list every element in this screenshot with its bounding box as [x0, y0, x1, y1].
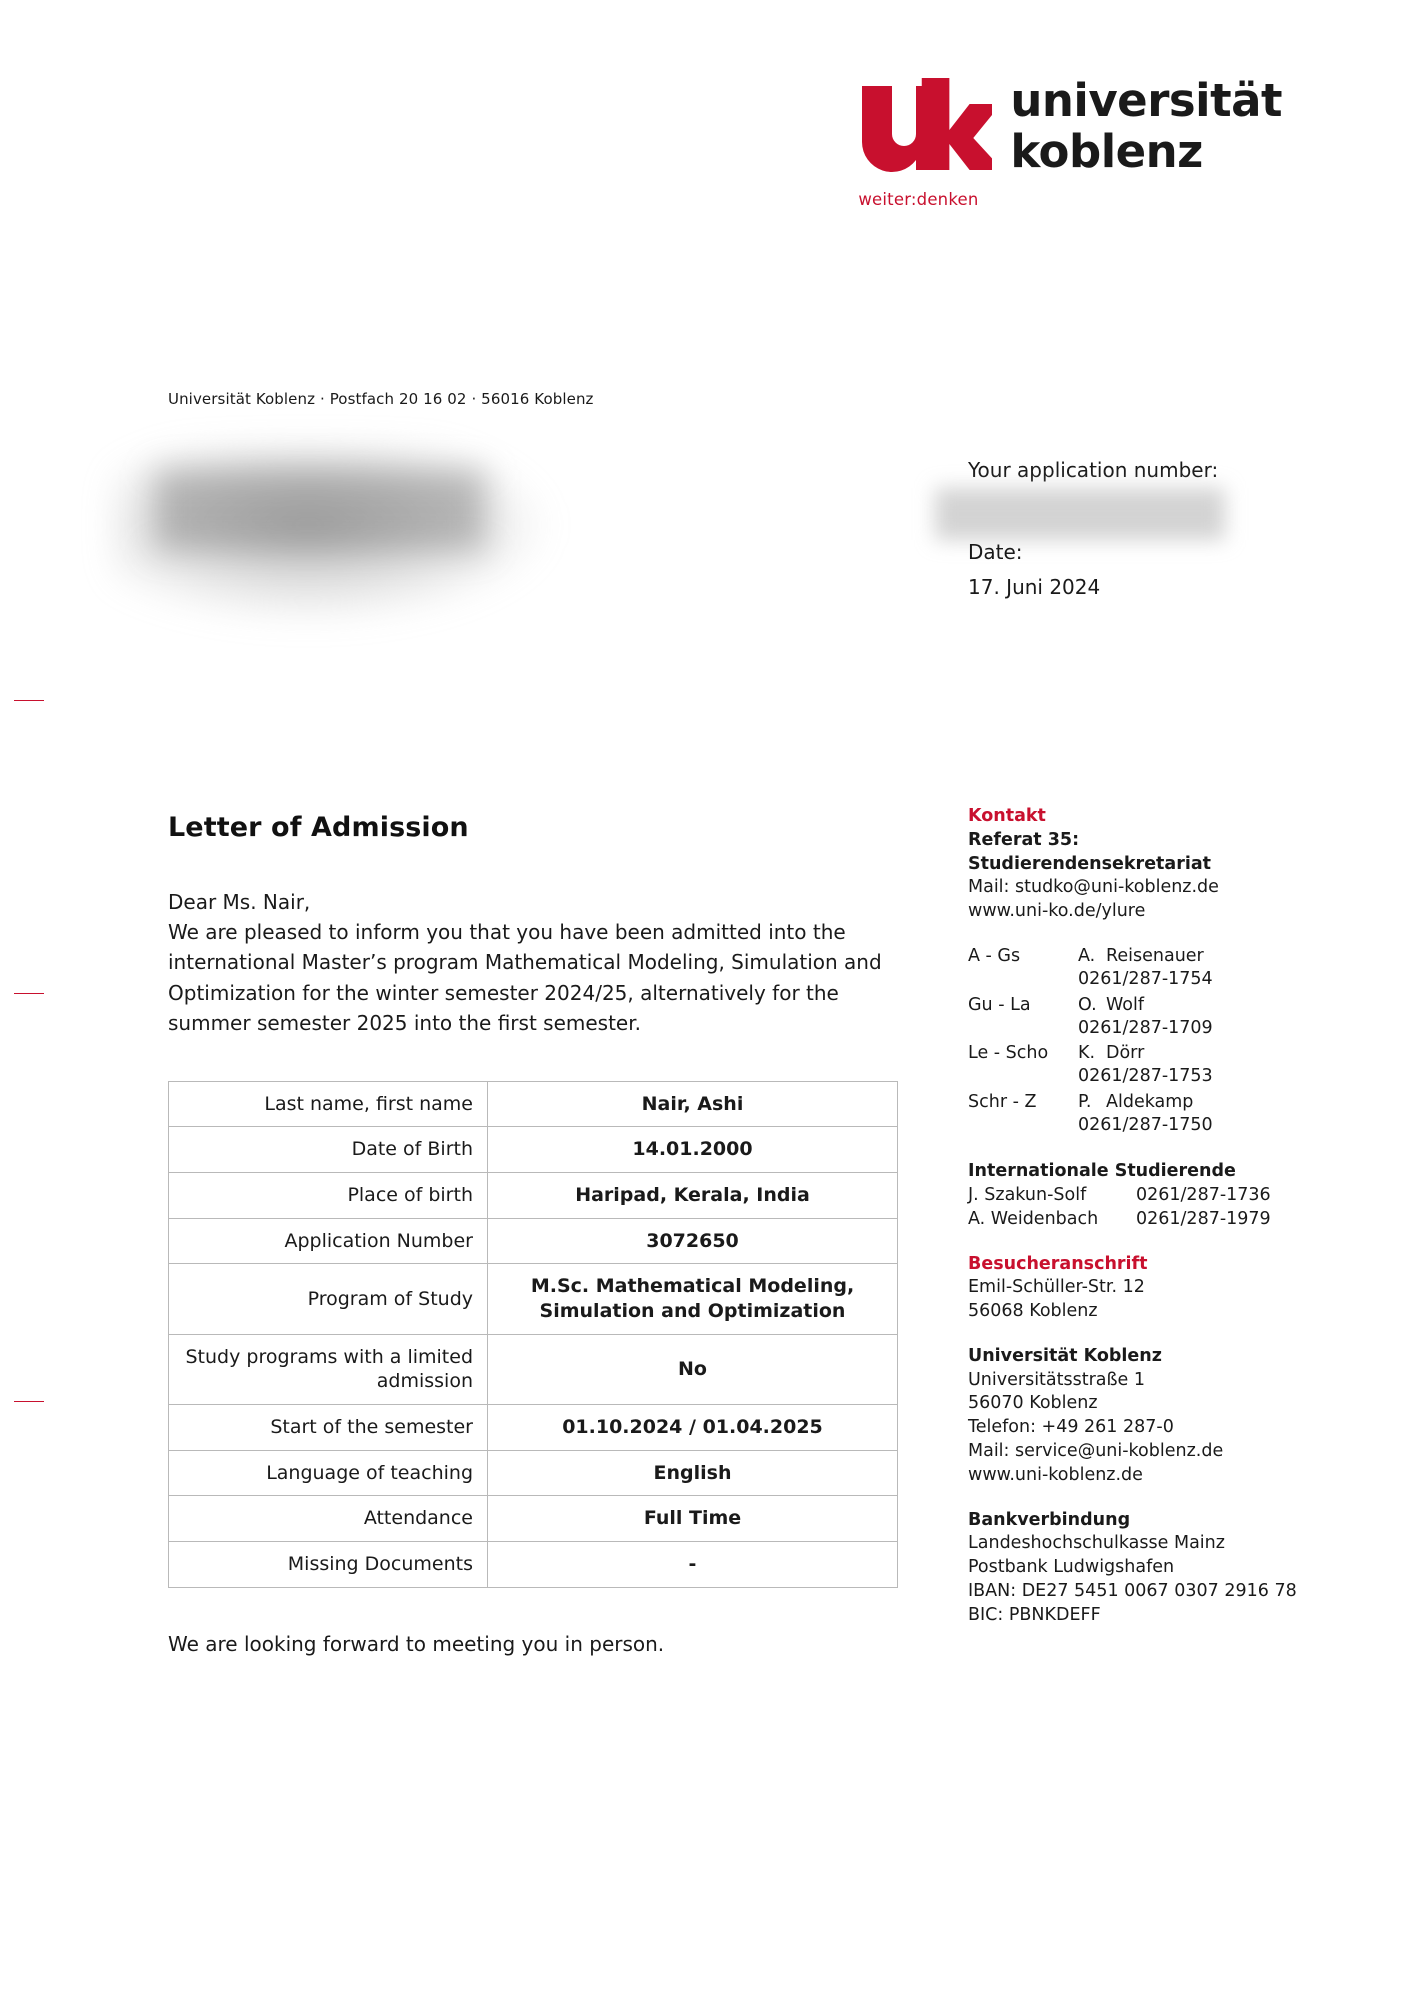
bank-detail-line: BIC: PBNKDEFF [968, 1604, 1101, 1625]
visitor-address-line: Emil-Schüller-Str. 12 [968, 1277, 1145, 1298]
logo-wordmark-line2: koblenz [1010, 125, 1203, 178]
table-row [169, 1127, 898, 1173]
contact-initial: A. [1078, 945, 1096, 966]
university-address-line: www.uni-koblenz.de [968, 1464, 1143, 1485]
application-number-label: Your application number: [968, 458, 1219, 482]
table-row-key: Language of teaching [169, 1450, 488, 1496]
bank-detail-line: Landeshochschulkasse Mainz [968, 1533, 1225, 1554]
secretariat-mail[interactable]: Mail: studko@uni-koblenz.de [968, 877, 1219, 898]
secretariat-web[interactable]: www.uni-ko.de/ylure [968, 901, 1146, 922]
university-address-lines [968, 1369, 1318, 1488]
fold-mark-2 [14, 993, 44, 994]
referat-line-1: Referat 35: [968, 829, 1080, 850]
fold-mark-3 [14, 1401, 44, 1402]
international-contact-phone: 0261/287-1979 [1136, 1208, 1271, 1229]
bank-details-lines [968, 1532, 1318, 1627]
table-row-key: Missing Documents [169, 1542, 488, 1588]
contact-range: Gu - La [968, 994, 1031, 1015]
kontakt-heading: Kontakt [968, 806, 1046, 826]
table-row [169, 1450, 898, 1496]
uk-logo-icon [856, 78, 992, 209]
contact-surname: Reisenauer [1106, 945, 1204, 966]
logo-wordmark-line1: universität [1010, 74, 1282, 127]
contact-row [968, 1042, 1213, 1091]
university-logo [856, 74, 1282, 209]
contact-name-phone [1078, 1091, 1213, 1140]
table-row-key: Start of the semester [169, 1405, 488, 1451]
contact-row [968, 1091, 1213, 1140]
date-value: 17. Juni 2024 [968, 575, 1101, 599]
table-row-value: - [488, 1542, 898, 1588]
contact-row [968, 945, 1213, 994]
table-row [169, 1496, 898, 1542]
date-label: Date: [968, 540, 1023, 564]
redacted-application-number [935, 488, 1225, 540]
salutation: Dear Ms. Nair, [168, 890, 311, 914]
contact-phone: 0261/287-1754 [1078, 969, 1213, 990]
admission-details-table [168, 1081, 898, 1588]
referat-line-2: Studierendensekretariat [968, 853, 1212, 874]
bank-detail-line: IBAN: DE27 5451 0067 0307 2916 78 [968, 1581, 1297, 1602]
university-address-line: Telefon: +49 261 287-0 [968, 1417, 1174, 1438]
contact-phone: 0261/287-1709 [1078, 1017, 1213, 1038]
table-row-key: Last name, first name [169, 1081, 488, 1127]
table-row-value: Nair, Ashi [488, 1081, 898, 1127]
university-heading: Universität Koblenz [968, 1345, 1162, 1366]
international-heading: Internationale Studierende [968, 1161, 1236, 1182]
bank-heading: Bankverbindung [968, 1509, 1131, 1530]
contact-phone: 0261/287-1750 [1078, 1114, 1213, 1135]
fold-mark-1 [14, 700, 44, 701]
table-row [169, 1264, 898, 1334]
table-row [169, 1542, 898, 1588]
contact-name-phone [1078, 994, 1213, 1043]
table-row-value: 14.01.2000 [488, 1127, 898, 1173]
international-contact-name: J. Szakun-Solf [968, 1184, 1087, 1205]
table-row-value: M.Sc. Mathematical Modeling, Simulation and Optimization [488, 1264, 898, 1334]
bank-detail-line: Postbank Ludwigshafen [968, 1557, 1175, 1578]
redacted-recipient-address-core [155, 470, 485, 550]
table-row-key: Place of birth [169, 1172, 488, 1218]
table-row-value: 3072650 [488, 1218, 898, 1264]
international-contact-name: A. Weidenbach [968, 1208, 1099, 1229]
application-number-block [968, 455, 1288, 486]
table-row [169, 1405, 898, 1451]
contact-sidebar [968, 805, 1318, 1628]
logo-claim: weiter:denken [858, 190, 979, 209]
contact-phone: 0261/287-1753 [1078, 1066, 1213, 1087]
contact-range: Schr - Z [968, 1091, 1037, 1112]
table-row-value: Full Time [488, 1496, 898, 1542]
table-row [169, 1334, 898, 1404]
contact-surname: Wolf [1106, 994, 1145, 1015]
intro-paragraph: We are pleased to inform you that you have been admitted into the international Master’s program Mathematical Modeling, Simulation and Optimization for the winter semester 2024/25, alternatively for the summer semester 2025 into the first semester. [168, 920, 882, 1036]
contact-name-phone [1078, 1042, 1213, 1091]
table-row-key: Study programs with a limited admission [169, 1334, 488, 1404]
visitor-address-heading: Besucheranschrift [968, 1253, 1148, 1274]
sender-address-line: Universität Koblenz · Postfach 20 16 02 · 56016 Koblenz [168, 390, 594, 408]
letter-body [168, 812, 923, 1676]
table-row [169, 1172, 898, 1218]
table-row-value: Haripad, Kerala, India [488, 1172, 898, 1218]
international-contacts [968, 1184, 1318, 1232]
contact-range: Le - Scho [968, 1043, 1049, 1064]
table-row-key: Date of Birth [169, 1127, 488, 1173]
table-row-key: Program of Study [169, 1264, 488, 1334]
contact-initial: O. [1078, 994, 1097, 1015]
contact-row [968, 994, 1213, 1043]
international-contact-row [968, 1184, 1318, 1208]
logo-wordmark [1010, 74, 1282, 178]
table-row-value: 01.10.2024 / 01.04.2025 [488, 1405, 898, 1451]
table-row-value: English [488, 1450, 898, 1496]
table-row-key: Attendance [169, 1496, 488, 1542]
contact-person-table [968, 945, 1213, 1139]
university-address-line: Mail: service@uni-koblenz.de [968, 1441, 1224, 1462]
table-row [169, 1218, 898, 1264]
contact-surname: Aldekamp [1106, 1091, 1194, 1112]
table-row [169, 1081, 898, 1127]
university-address-line: 56070 Koblenz [968, 1393, 1098, 1414]
visitor-address-lines [968, 1276, 1318, 1324]
contact-surname: Dörr [1106, 1043, 1145, 1064]
international-contact-phone: 0261/287-1736 [1136, 1184, 1271, 1205]
international-contact-row [968, 1208, 1318, 1232]
university-address-line: Universitätsstraße 1 [968, 1369, 1146, 1390]
contact-initial: K. [1078, 1043, 1096, 1064]
page-title: Letter of Admission [168, 812, 469, 843]
contact-range: A - Gs [968, 945, 1021, 966]
table-row-key: Application Number [169, 1218, 488, 1264]
visitor-address-line: 56068 Koblenz [968, 1301, 1098, 1322]
contact-initial: P. [1078, 1091, 1092, 1112]
closing-line: We are looking forward to meeting you in person. [168, 1631, 665, 1656]
contact-name-phone [1078, 945, 1213, 994]
table-row-value: No [488, 1334, 898, 1404]
